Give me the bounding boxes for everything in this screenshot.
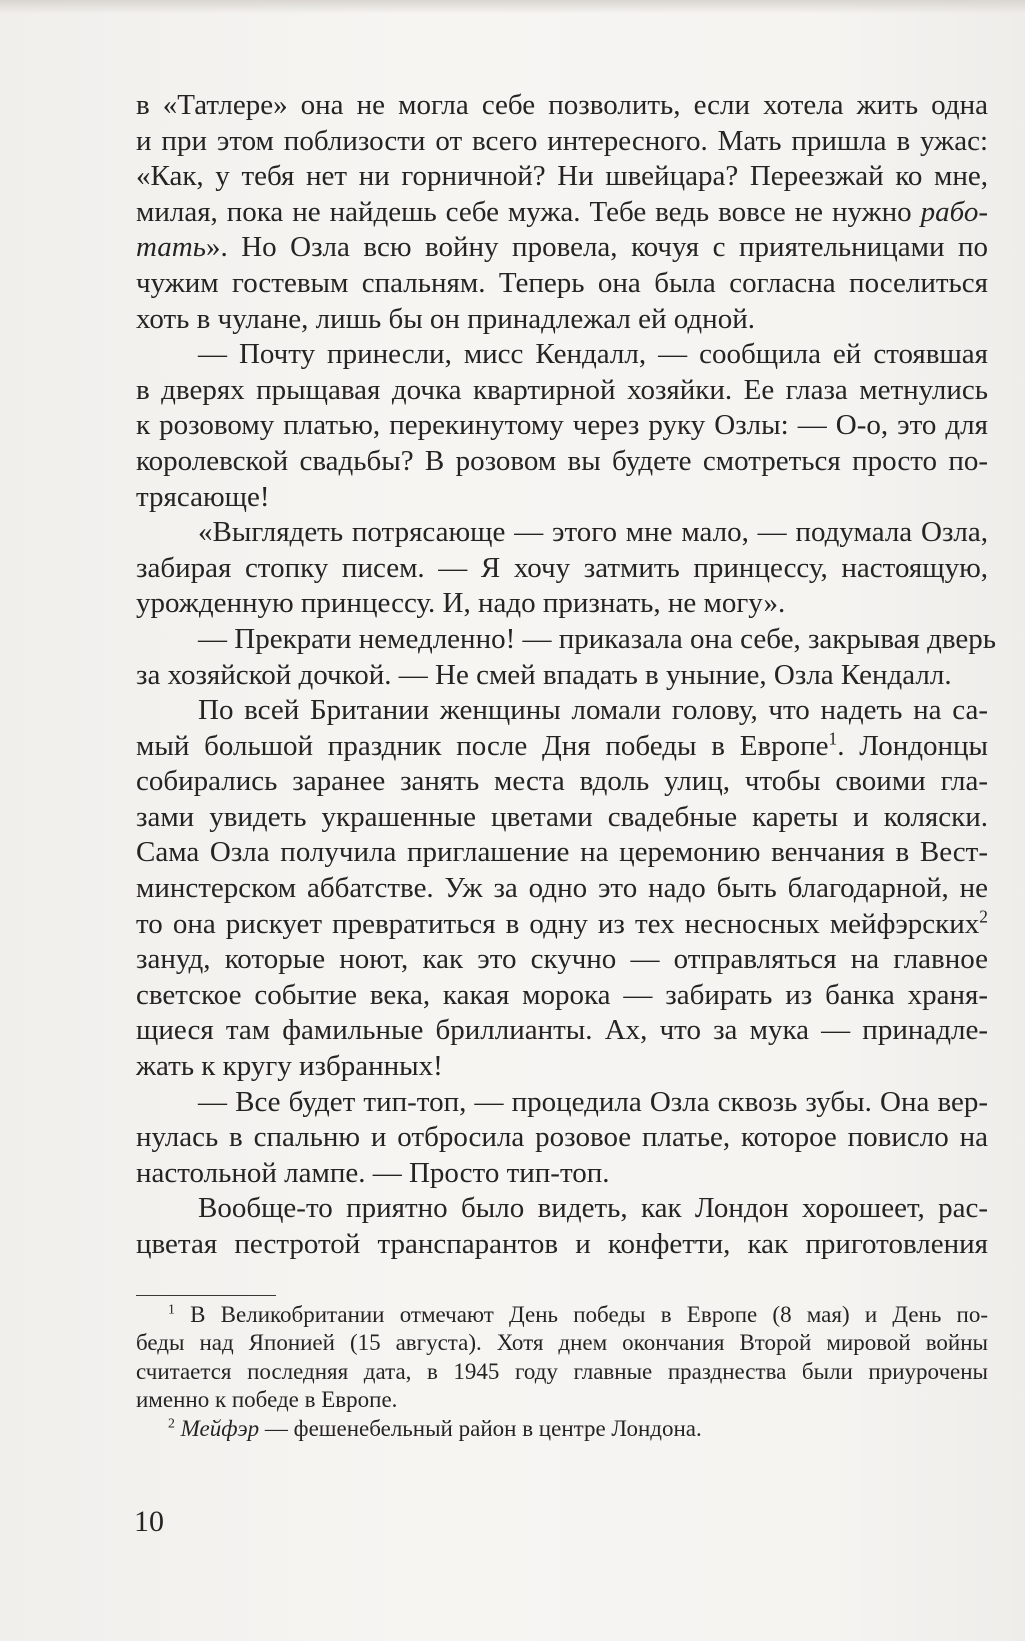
footnotes xyxy=(136,1301,988,1443)
footnote-line xyxy=(136,1415,988,1443)
text-line xyxy=(136,195,988,231)
text-line: щиеся там фамильные бриллианты. Ах, что за мука — принадле- xyxy=(136,1014,988,1047)
footnote-2 xyxy=(136,1415,988,1443)
text-line xyxy=(136,907,988,943)
footnote-term: Мейфэр xyxy=(180,1415,260,1441)
footnote-ref-1: 1 xyxy=(828,728,838,749)
text-line: минстерском аббатстве. Уж за одно это надо быть благодарной, не xyxy=(136,872,988,905)
text-line: Вообще-то приятно было видеть, как Лондон хорошеет, рас- xyxy=(198,1192,988,1225)
footnote-line: беды над Японией (15 августа). Хотя днем окончания Второй мировой войны xyxy=(136,1330,988,1356)
footnote-line: именно к победе в Европе. xyxy=(136,1387,398,1413)
text-line: По всей Британии женщины ломали голову, что надеть на са- xyxy=(198,694,988,727)
text-line: зами увидеть украшенные цветами свадебные кареты и коляски. xyxy=(136,800,988,833)
text-line: цветая пестротой транспарантов и конфетти, как приготовления xyxy=(136,1228,988,1260)
text-line: светское событие века, какая морока — забирать из банка храня- xyxy=(136,978,988,1011)
text-line: «Как, у тебя нет ни горничной? Ни швейцара? Переезжай ко мне, xyxy=(136,160,988,193)
page-number: 10 xyxy=(134,1505,164,1538)
text-line: в «Татлере» она не могла себе позволить, если хотела жить одна xyxy=(136,89,988,121)
page-edge-shadow xyxy=(0,0,1025,14)
text-line: урожденную принцессу. И, надо признать, не могу». xyxy=(136,587,786,620)
paragraph-3 xyxy=(136,515,988,622)
text-line xyxy=(136,230,988,266)
paragraph-5 xyxy=(136,693,988,1085)
paragraph-2 xyxy=(136,337,988,515)
text-fragment: то она рискует превратиться в одну из тех несносных мейфэрских xyxy=(136,907,980,940)
paragraph-7 xyxy=(136,1191,988,1262)
text-line: забирая стопку писем. — Я хочу затмить принцессу, настоящую, xyxy=(136,551,988,584)
text-line xyxy=(136,729,988,765)
italic-word: тать xyxy=(136,231,206,264)
text-fragment: В Великобритании отмечают День победы в Европе (8 мая) и День по- xyxy=(190,1302,989,1327)
footnote-1 xyxy=(136,1301,988,1415)
text-line: Сама Озла получила приглашение на церемонию венчания в Вест- xyxy=(136,836,988,869)
text-line: нулась в спальню и отбросила розовое платье, которое повисло на xyxy=(136,1121,988,1154)
footnote-divider xyxy=(136,1295,276,1296)
text-line: и при этом поблизости от всего интересного. Мать пришла в ужас: xyxy=(136,124,988,157)
text-line: настольной лампе. — Просто тип-топ. xyxy=(136,1156,610,1189)
footnote-mark: 1 xyxy=(168,1301,175,1317)
text-line: в дверях прыщавая дочка квартирной хозяйки. Ее глаза метнулись xyxy=(136,373,988,406)
text-line: хоть в чулане, лишь бы он принадлежал ей одной. xyxy=(136,302,755,335)
paragraph-1 xyxy=(136,88,988,337)
text-line: жать к кругу избранных! xyxy=(136,1050,443,1083)
text-line: собирались заранее занять места вдоль улиц, чтобы своими гла- xyxy=(136,765,988,798)
footnote-line xyxy=(136,1301,988,1329)
text-line: зануд, которые ноют, как это скучно — отправляться на главное xyxy=(136,943,988,976)
text-fragment: милая, пока не найдешь себе мужа. Тебе ведь вовсе не нужно xyxy=(136,195,912,228)
text-line: «Выглядеть потрясающе — этого мне мало, — подумала Озла, xyxy=(198,516,988,549)
text-fragment: ». Но Озла всю войну провела, кочуя с приятельницами по xyxy=(205,231,988,264)
footnote-ref-2: 2 xyxy=(979,906,988,926)
text-line: за хозяйской дочкой. — Не смей впадать в уныние, Озла Кендалл. xyxy=(136,658,952,691)
text-line: трясающе! xyxy=(136,480,270,513)
footnote-mark: 2 xyxy=(168,1414,175,1430)
main-text xyxy=(136,88,997,1263)
paragraph-6 xyxy=(136,1085,988,1192)
text-line: королевской свадьбы? В розовом вы будете смотреться просто по- xyxy=(136,444,988,477)
italic-word: рабо- xyxy=(920,195,989,228)
text-fragment: . Лондонцы xyxy=(837,729,988,762)
text-line: чужим гостевым спальням. Теперь она была согласна поселиться xyxy=(136,266,988,299)
footnote-line: считается последняя дата, в 1945 году главные празднества были приурочены xyxy=(136,1358,988,1384)
paragraph-4 xyxy=(136,622,997,693)
text-line: к розовому платью, перекинутому через руку Озлы: — О-о, это для xyxy=(136,409,988,442)
text-fragment: мый большой праздник после Дня победы в Европе xyxy=(136,729,829,762)
text-line: — Все будет тип-топ, — процедила Озла сквозь зубы. Она вер- xyxy=(198,1085,988,1118)
text-line: — Почту принесли, мисс Кендалл, — сообщила ей стоявшая xyxy=(198,338,988,371)
text-fragment: — фешенебельный район в центре Лондона. xyxy=(259,1415,702,1441)
text-line: — Прекрати немедленно! — приказала она себе, закрывая дверь xyxy=(198,622,997,655)
